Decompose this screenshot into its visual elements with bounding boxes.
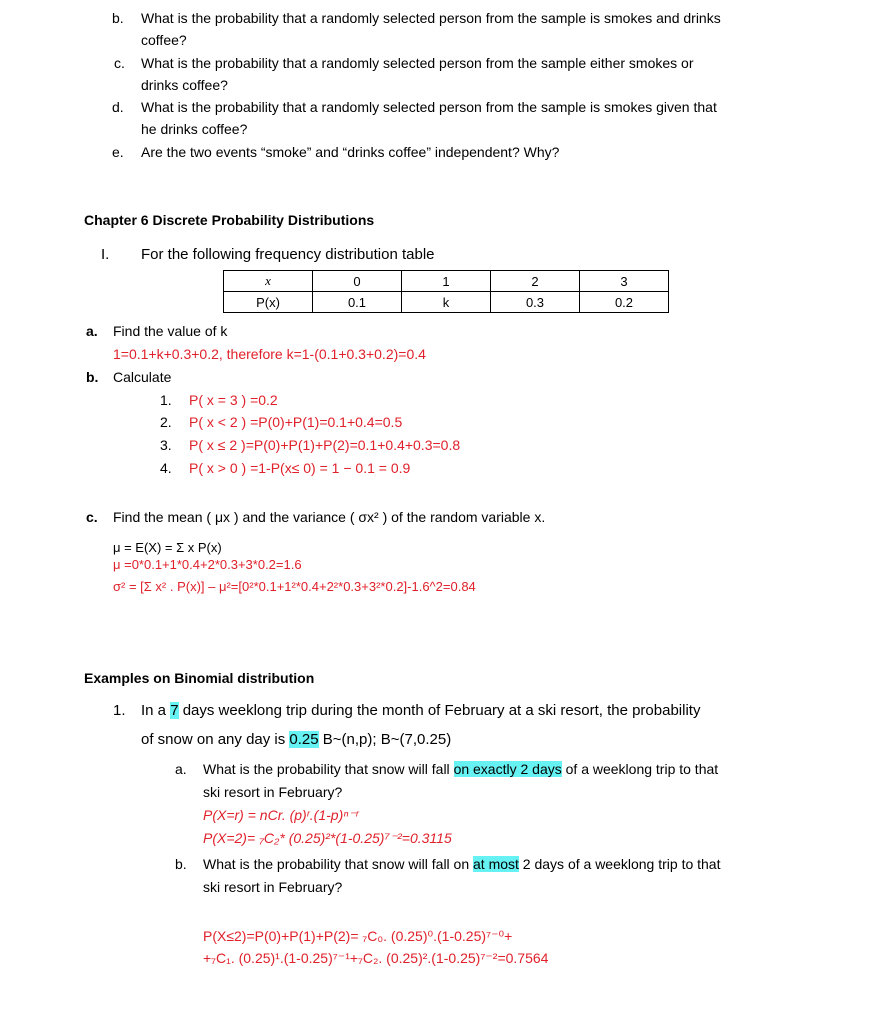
question-b-pre: What is the probability that snow will fall on (203, 856, 474, 872)
highlight-exactly: on exactly 2 days (453, 761, 562, 777)
question-d-letter: d. (112, 99, 124, 115)
highlight-days: 7 (170, 702, 179, 719)
question-a-letter: a. (175, 761, 187, 777)
table-cell: 0.2 (580, 292, 669, 313)
table-cell: x (224, 271, 313, 292)
question-b-post: 2 days of a weeklong trip to that (518, 856, 721, 872)
table-cell: P(x) (224, 292, 313, 313)
variance-answer: σ² = [Σ x² . P(x)] – μ²=[0²*0.1+1²*0.4+2²*0.3+3²*0.2]-1.6^2=0.84 (113, 579, 476, 594)
part-b-label: Calculate (113, 369, 172, 385)
list-item-number: 4. (160, 460, 172, 476)
question-c-letter: c. (114, 55, 125, 71)
example-line2 (141, 731, 451, 748)
roman-numeral: I. (101, 246, 110, 263)
binomial-formula: P(X=r) = nCr. (p)ʳ.(1-p)ⁿ⁻ʳ (203, 807, 359, 823)
example-line1-pre: In a (141, 702, 171, 719)
frequency-table (223, 270, 669, 313)
question-d-line1: What is the probability that a randomly selected person from the sample is smokes given that (141, 99, 717, 115)
part-c-label: Find the mean ( μx ) and the variance ( σx² ) of the random variable x. (113, 509, 546, 525)
question-d-line2: he drinks coffee? (141, 121, 248, 137)
part-a-label: Find the value of k (113, 323, 228, 339)
question-a-line1 (203, 761, 718, 777)
table-row (224, 271, 669, 292)
question-b-letter-binomial: b. (175, 856, 187, 872)
list-item-number: 2. (160, 414, 172, 430)
binomial-heading: Examples on Binomial distribution (84, 670, 315, 686)
table-cell: 3 (580, 271, 669, 292)
list-item: P( x ≤ 2 )=P(0)+P(1)+P(2)=0.1+0.4+0.3=0.8 (189, 437, 461, 453)
example-number: 1. (113, 702, 126, 719)
mean-answer: μ =0*0.1+1*0.4+2*0.3+3*0.2=1.6 (113, 557, 302, 572)
table-row (224, 292, 669, 313)
question-c-line2: drinks coffee? (141, 77, 228, 93)
question-b-answer-line1: P(X≤2)=P(0)+P(1)+P(2)= ₇C₀. (0.25)⁰.(1-0.25)⁷⁻⁰+ (203, 928, 513, 944)
table-cell: 0 (313, 271, 402, 292)
highlight-at-most: at most (473, 856, 519, 872)
table-intro: For the following frequency distribution table (141, 246, 435, 263)
table-cell: 0.1 (313, 292, 402, 313)
example-line1-post: days weeklong trip during the month of February at a ski resort, the probability (178, 702, 701, 719)
example-line2-post: B~(n,p); B~(7,0.25) (318, 731, 452, 748)
question-a-answer: P(X=2)= ₇C₂* (0.25)²*(1-0.25)⁷⁻²=0.3115 (203, 830, 452, 846)
question-a-post: of a weeklong trip to that (561, 761, 719, 777)
example-line1 (141, 702, 700, 719)
table-cell: 0.3 (491, 292, 580, 313)
question-e-letter: e. (112, 144, 124, 160)
question-c-line1: What is the probability that a randomly selected person from the sample either smokes or (141, 55, 694, 71)
list-item: P( x < 2 ) =P(0)+P(1)=0.1+0.4=0.5 (189, 414, 403, 430)
example-line2-pre: of snow on any day is (141, 731, 290, 748)
chapter-heading: Chapter 6 Discrete Probability Distributions (84, 212, 375, 228)
part-b-letter: b. (86, 369, 99, 385)
question-a-line2: ski resort in February? (203, 784, 343, 800)
question-b-letter: b. (112, 10, 124, 26)
list-item: P( x = 3 ) =0.2 (189, 392, 278, 408)
question-b-answer-line2: +₇C₁. (0.25)¹.(1-0.25)⁷⁻¹+₇C₂. (0.25)².(1-0.25)⁷⁻²=0.7564 (203, 950, 549, 966)
question-b-line2: coffee? (141, 32, 187, 48)
table-cell: 1 (402, 271, 491, 292)
highlight-probability: 0.25 (289, 731, 319, 748)
table-cell: 2 (491, 271, 580, 292)
list-item-number: 1. (160, 392, 172, 408)
question-b-line2-binomial: ski resort in February? (203, 879, 343, 895)
question-b-line1-binomial (203, 856, 721, 872)
question-b-line1: What is the probability that a randomly selected person from the sample is smokes and drinks (141, 10, 721, 26)
mean-definition: μ = E(X) = Σ x P(x) (113, 540, 222, 555)
question-e-line1: Are the two events “smoke” and “drinks coffee” independent? Why? (141, 144, 560, 160)
question-a-pre: What is the probability that snow will fall (203, 761, 454, 777)
list-item-number: 3. (160, 437, 172, 453)
table-cell: k (402, 292, 491, 313)
part-a-answer: 1=0.1+k+0.3+0.2, therefore k=1-(0.1+0.3+0.2)=0.4 (113, 346, 426, 362)
part-a-letter: a. (86, 323, 98, 339)
part-c-letter: c. (86, 509, 98, 525)
list-item: P( x > 0 ) =1-P(x≤ 0) = 1 − 0.1 = 0.9 (189, 460, 411, 476)
